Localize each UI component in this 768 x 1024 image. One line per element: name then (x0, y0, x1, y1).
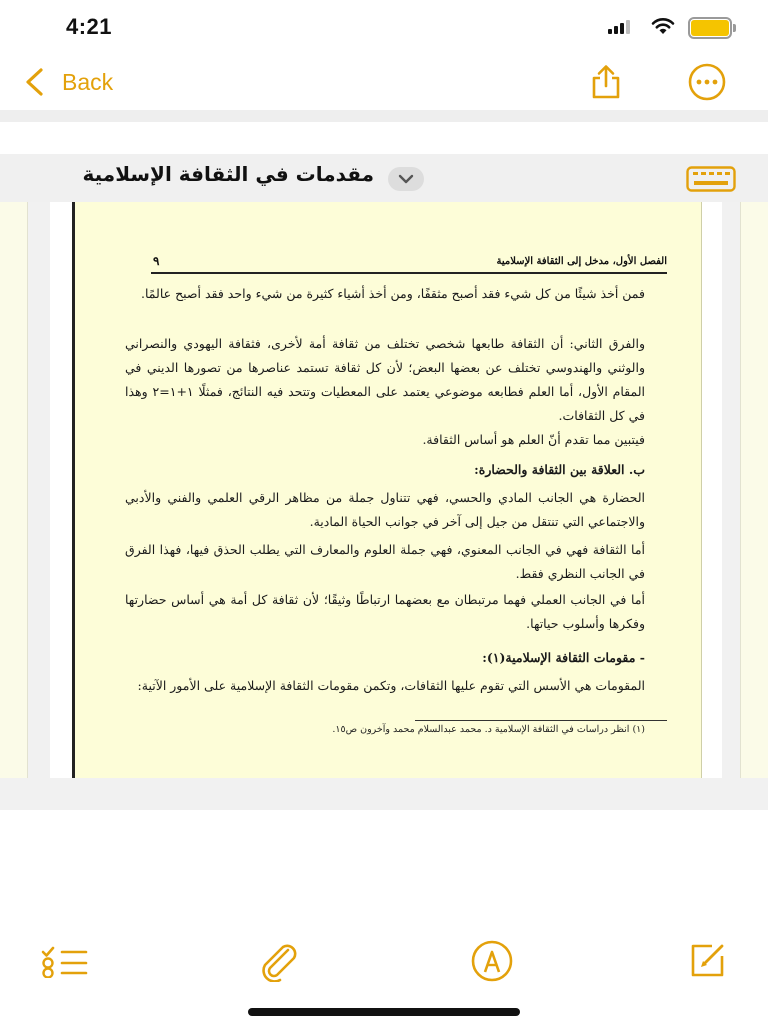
paragraph: أما الثقافة فهي في الجانب المعنوي، فهي جملة العلوم والمعارف التي يطلب الحذق فيها، فهذا الفرق في الجانب النظري فقط. (125, 542, 645, 581)
page-number: ٩ (153, 254, 160, 268)
back-label: Back (62, 68, 114, 95)
share-icon[interactable] (588, 64, 624, 100)
paragraph: والفرق الثاني: أن الثقافة طابعها شخصي تختلف من ثقافة أمة لأخرى، فثقافة اليهودي والنصراني والوثني والهندوسي تختلف عن بعضها البعض؛ لأن كل ثقافة تستمد عناصرها من تصورها الديني في المقام الأول، أما العلم فطابعه موضوعي يعتمد على المعطيات وتتحد فيه النتائج، فمثلًا ١+١=٢ وهذا في كل الثقافات. (125, 336, 646, 423)
footnote: (١) انظر دراسات في الثقافة الإسلامية د. محمد عبدالسلام محمد وآخرون ص١٥. (332, 724, 645, 735)
paragraph: أما في الجانب العملي فهما مرتبطان مع بعضهما ارتباطًا وثيقًا؛ لأن ثقافة كل أمة هي أساس حضارتها وفكرها وأسلوب حياتها. (125, 592, 645, 631)
previous-page-edge[interactable] (0, 202, 28, 778)
scanned-page (72, 202, 702, 778)
separator-band (0, 110, 768, 122)
document-title-menu-button[interactable] (388, 167, 424, 191)
next-page-edge[interactable] (740, 202, 768, 778)
status-time: 4:21 (66, 14, 113, 39)
wifi-icon (650, 15, 676, 35)
document-title[interactable]: مقدمات في الثقافة الإسلامية (82, 162, 374, 186)
back-button[interactable] (22, 64, 113, 100)
paragraph: فمن أخذ شيئًا من كل شيء فقد أصبح مثقفًا، ومن أخذ أشياء كثيرة من شيء واحد فقد أصبح عالمًا. (141, 286, 645, 301)
running-header-title: الفصل الأول، مدخل إلى الثقافة الإسلامية (496, 256, 667, 267)
paragraph: المقومات هي الأسس التي تقوم عليها الثقافات، وتكمن مقومات الثقافة الإسلامية على الأمور الآتية: (137, 678, 645, 693)
chevron-down-icon (388, 167, 424, 191)
paragraph: فيتبين مما تقدم أنّ العلم هو أساس الثقافة. (422, 432, 645, 447)
paragraph: الحضارة هي الجانب المادي والحسي، فهي تتناول جملة من مظاهر الرقي العلمي والفني والأدبي والاجتماعي التي تنتقل من جيل إلى آخر في جوانب الحياة المادية. (125, 490, 645, 529)
page-frame (50, 202, 722, 778)
document-viewer[interactable] (0, 202, 768, 788)
cellular-signal-icon (608, 20, 634, 34)
spacer (0, 122, 768, 154)
more-icon[interactable] (685, 63, 729, 101)
running-header (151, 256, 667, 272)
battery-icon (688, 17, 736, 39)
navigation-bar (0, 56, 768, 110)
section-heading: - مقومات الثقافة الإسلامية(١): (482, 650, 645, 665)
header-rule (151, 272, 667, 274)
section-heading: ب. العلاقة بين الثقافة والحضارة: (474, 462, 645, 477)
paperclip-icon[interactable] (258, 942, 302, 982)
separator-band (0, 788, 768, 810)
home-indicator[interactable] (248, 1008, 520, 1016)
document-header (0, 154, 768, 202)
chevron-left-icon (22, 67, 48, 97)
status-bar (0, 0, 768, 56)
footnote-rule (415, 720, 667, 721)
compose-icon[interactable] (688, 940, 728, 980)
markup-pen-icon[interactable] (470, 940, 514, 982)
checklist-icon[interactable] (40, 944, 90, 978)
keyboard-icon[interactable] (686, 166, 736, 192)
